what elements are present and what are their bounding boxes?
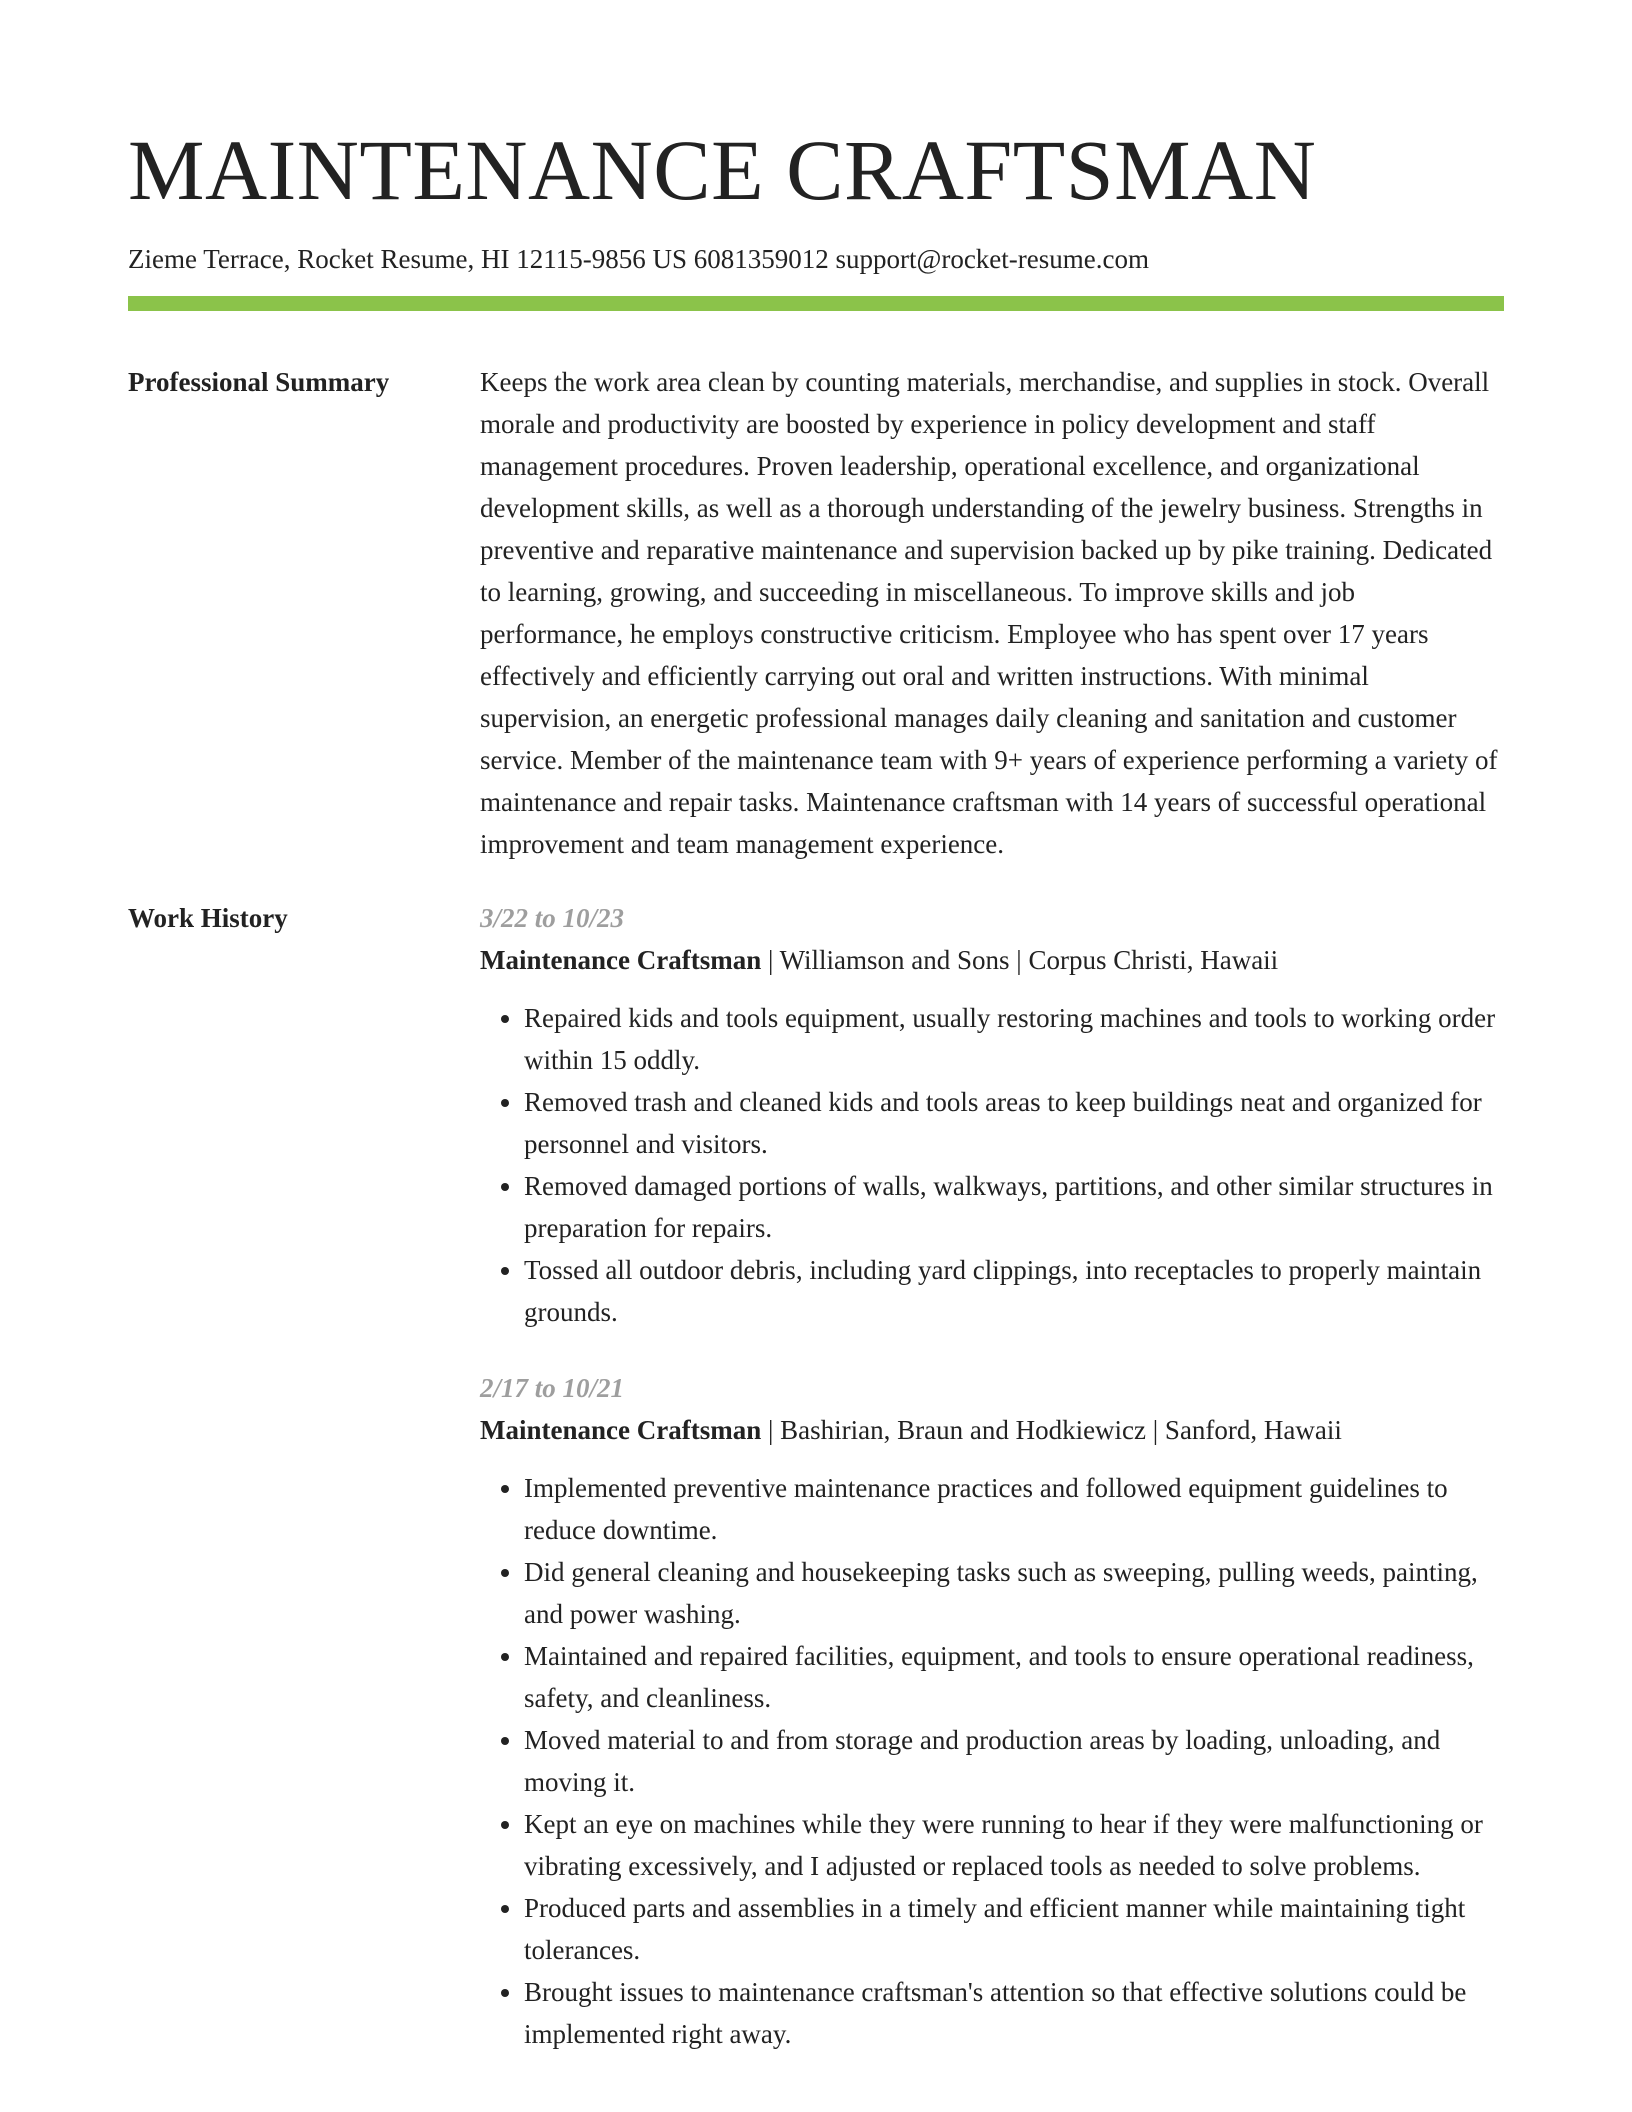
- job-bullet: • Maintained and repaired facilities, equipment, and tools to ensure operational readiness, safety, and cleanliness.: [524, 1635, 1504, 1719]
- job-title: Maintenance Craftsman: [480, 1415, 762, 1445]
- professional-summary-section: [128, 361, 1504, 865]
- job-bullet: • Produced parts and assemblies in a timely and efficient manner while maintaining tight tolerances.: [524, 1887, 1504, 1971]
- job-dates: 3/22 to 10/23: [480, 903, 625, 933]
- contact-phone: 6081359012: [693, 244, 829, 274]
- job-details: | Williamson and Sons | Corpus Christi, Hawaii: [761, 945, 1279, 975]
- job-dates: 2/17 to 10/21: [480, 1373, 625, 1403]
- job-bullet: • Removed damaged portions of walls, walkways, partitions, and other similar structures in preparation for repairs.: [524, 1165, 1504, 1249]
- job-entry: [480, 897, 1504, 1333]
- job-title-line: [480, 939, 1504, 981]
- job-title: Maintenance Craftsman: [480, 945, 762, 975]
- work-history-section: [128, 897, 1504, 2055]
- job-bullet: • Kept an eye on machines while they were running to hear if they were malfunctioning or vibrating excessively, and I adjusted or replaced tools as needed to solve problems.: [524, 1803, 1504, 1887]
- resume-name: MAINTENANCE CRAFTSMAN: [128, 122, 1317, 218]
- job-bullet: • Tossed all outdoor debris, including yard clippings, into receptacles to properly maintain grounds.: [524, 1249, 1504, 1333]
- section-label-work-history: Work History: [128, 903, 288, 933]
- job-bullet: • Removed trash and cleaned kids and tools areas to keep buildings neat and organized for personnel and visitors.: [524, 1081, 1504, 1165]
- job-bullets: [480, 997, 1504, 1333]
- work-history-body: [480, 897, 1504, 2055]
- job-title-line: [480, 1409, 1504, 1451]
- job-details: | Bashirian, Braun and Hodkiewicz | Sanford, Hawaii: [761, 1415, 1342, 1445]
- job-entry: [480, 1367, 1504, 2055]
- summary-text: Keeps the work area clean by counting materials, merchandise, and supplies in stock. Overall morale and productivity are boosted by experience in policy development and staff management procedures. Proven leadership, operational excellence, and organizational development skills, as well as a thorough understanding of the jewelry business. Strengths in preventive and reparative maintenance and supervision backed up by pike training. Dedicated to learning, growing, and succeeding in miscellaneous. To improve skills and job performance, he employs constructive criticism. Employee who has spent over 17 years effectively and efficiently carrying out oral and written instructions. With minimal supervision, an energetic professional manages daily cleaning and sanitation and customer service. Member of the maintenance team with 9+ years of experience performing a variety of maintenance and repair tasks. Maintenance craftsman with 14 years of successful operational improvement and team management experience.: [480, 367, 1498, 859]
- job-bullet: • Did general cleaning and housekeeping tasks such as sweeping, pulling weeds, painting, and power washing.: [524, 1551, 1504, 1635]
- job-bullet: • Implemented preventive maintenance practices and followed equipment guidelines to reduce downtime.: [524, 1467, 1504, 1551]
- section-label-summary: Professional Summary: [128, 367, 390, 397]
- summary-body: [480, 361, 1504, 865]
- job-bullets: [480, 1467, 1504, 2055]
- job-bullet: • Moved material to and from storage and production areas by loading, unloading, and moving it.: [524, 1719, 1504, 1803]
- resume-page: [128, 0, 1504, 2055]
- job-bullet: • Repaired kids and tools equipment, usually restoring machines and tools to working order within 15 oddly.: [524, 997, 1504, 1081]
- accent-divider: [128, 296, 1504, 311]
- contact-address: Zieme Terrace, Rocket Resume, HI 12115-9856 US: [128, 244, 687, 274]
- contact-line: [128, 242, 1504, 276]
- contact-email: support@rocket-resume.com: [835, 244, 1149, 274]
- job-bullet: • Brought issues to maintenance craftsman's attention so that effective solutions could be implemented right away.: [524, 1971, 1504, 2055]
